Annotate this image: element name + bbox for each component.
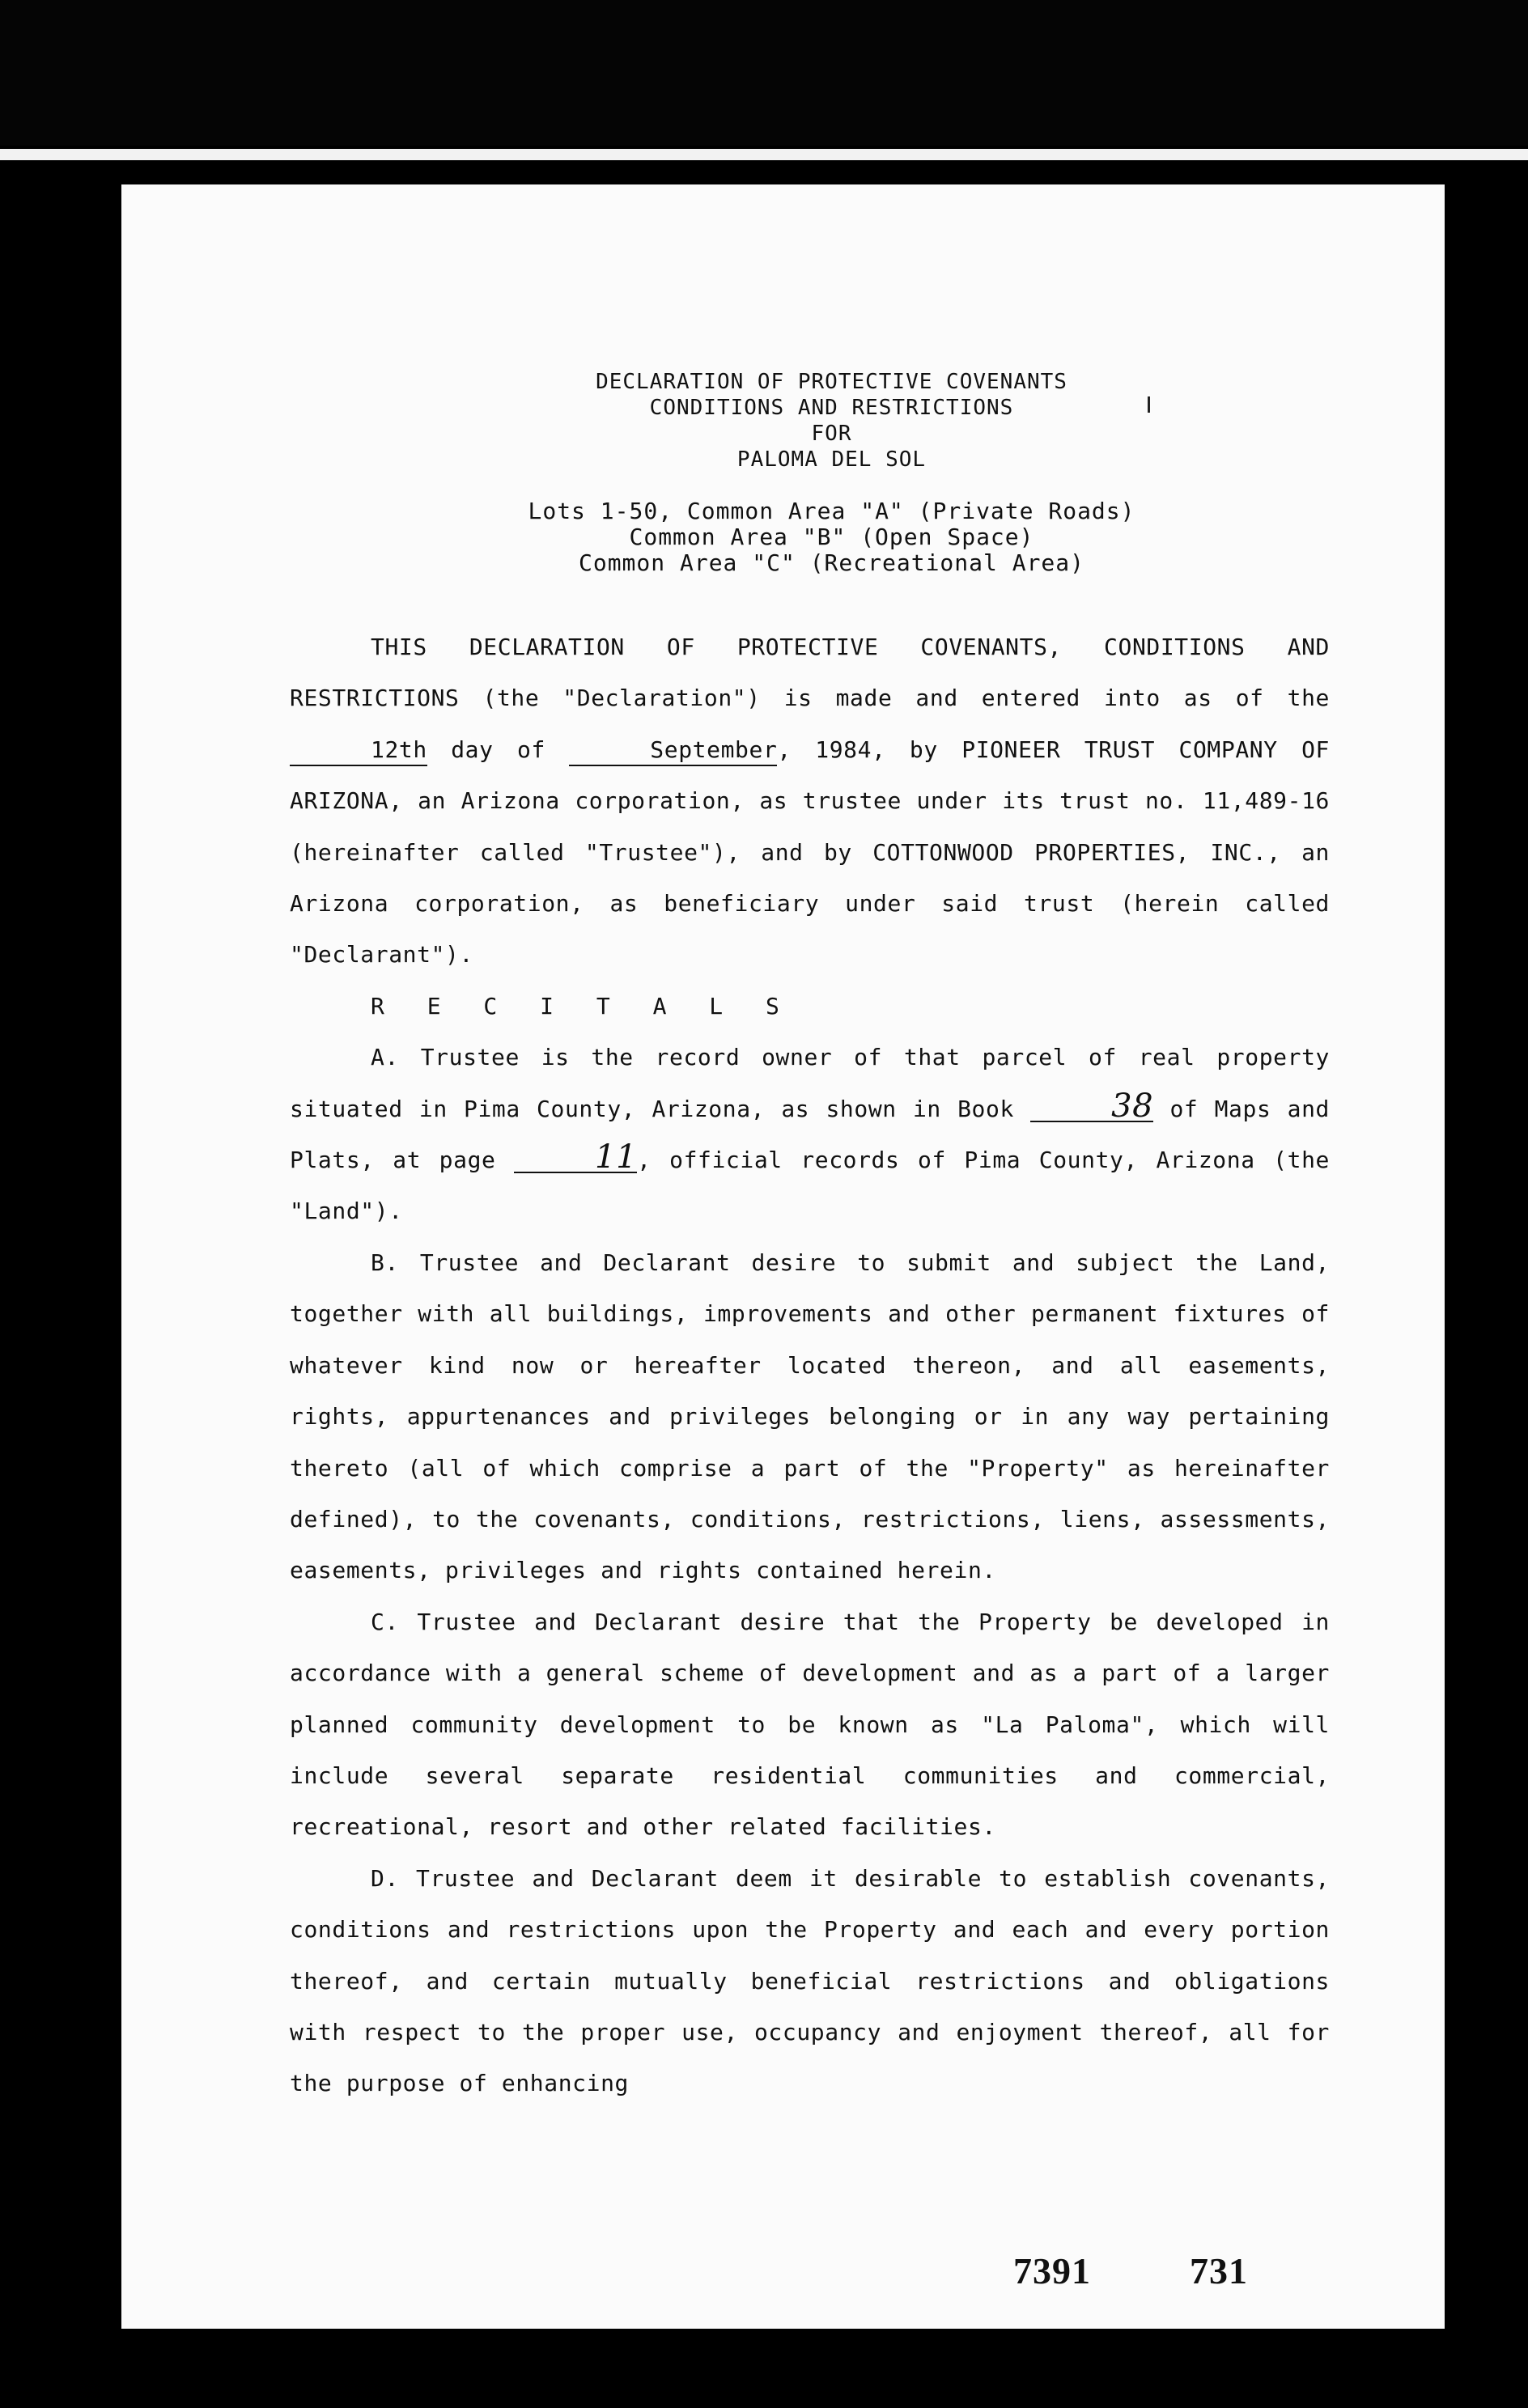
document-title [121, 369, 1445, 473]
intro-text-2: day of [427, 736, 570, 763]
lots-line-1: Lots 1-50, Common Area "A" (Private Roads) [528, 498, 1135, 524]
recording-page-number: 731 [1190, 2250, 1248, 2291]
scan-edge-line [0, 149, 1528, 160]
scan-top-border [0, 0, 1528, 146]
lots-line-3: Common Area "C" (Recreational Area) [578, 549, 1084, 576]
book-number-handwritten: 38 [1030, 1092, 1153, 1122]
document-body [290, 621, 1330, 2109]
recital-d: D. Trustee and Declarant deem it desirable to establish covenants, conditions and restrictions upon the Property and each and every portion thereof, and certain mutually beneficial restrictions and obligations with respect to the proper use, occupancy and enjoyment thereof, all for the purpose of enhancing [290, 1864, 1330, 2097]
recital-a-text-1: A. Trustee is the record owner of that parcel of real property situated in Pima County, Arizona, as shown in Book [290, 1044, 1330, 1122]
title-line-3: FOR [811, 422, 852, 446]
title-line-1: DECLARATION OF PROTECTIVE COVENANTS [596, 370, 1067, 394]
recording-book-number: 7391 [1013, 2250, 1091, 2291]
document-page [121, 184, 1445, 2329]
intro-paragraph [290, 621, 1330, 981]
recital-a [290, 1032, 1330, 1237]
month-blank: September [569, 736, 777, 766]
day-blank: 12th [290, 736, 427, 766]
lots-description [121, 498, 1445, 576]
recital-b: B. Trustee and Declarant desire to submit and subject the Land, together with all buildings, improvements and other permanent fixtures of whatever kind now or hereafter located thereon, and all easements, rights, appurtenances and privileges belonging or in any way pertaining thereto (all of which comprise a part of the "Property" as hereinafter defined), to the covenants, conditions, restrictions, liens, assessments, easements, privileges and rights contained herein. [290, 1249, 1330, 1584]
lots-line-2: Common Area "B" (Open Space) [629, 524, 1034, 550]
page-number-handwritten: 11 [514, 1143, 637, 1173]
title-line-2: CONDITIONS AND RESTRICTIONS [649, 396, 1014, 420]
recital-a-text-3: , official records of Pima County, Arizona (the "Land"). [290, 1147, 1330, 1225]
intro-text-3: , 1984, by PIONEER TRUST COMPANY OF ARIZONA, an Arizona corporation, as trustee under its trust no. 11,489-16 (hereinafter called "Trustee"), and by COTTONWOOD PROPERTIES, INC., an Arizona corporation, as beneficiary under said trust (herein called "Declarant"). [290, 736, 1330, 969]
recital-c: C. Trustee and Declarant desire that the Property be developed in accordance with a general scheme of development and as a part of a larger planned community development to be known as "La Paloma", which will include several separate residential communities and commercial, recreational, resort and other related facilities. [290, 1608, 1330, 1841]
title-line-4: PALOMA DEL SOL [736, 447, 927, 472]
intro-text-1: THIS DECLARATION OF PROTECTIVE COVENANTS, CONDITIONS AND RESTRICTIONS (the "Declaration") is made and entered into as of the [290, 634, 1330, 712]
recitals-heading: R E C I T A L S [371, 992, 794, 1020]
recital-a-text-2: of Maps and Plats, at page [290, 1095, 1330, 1174]
